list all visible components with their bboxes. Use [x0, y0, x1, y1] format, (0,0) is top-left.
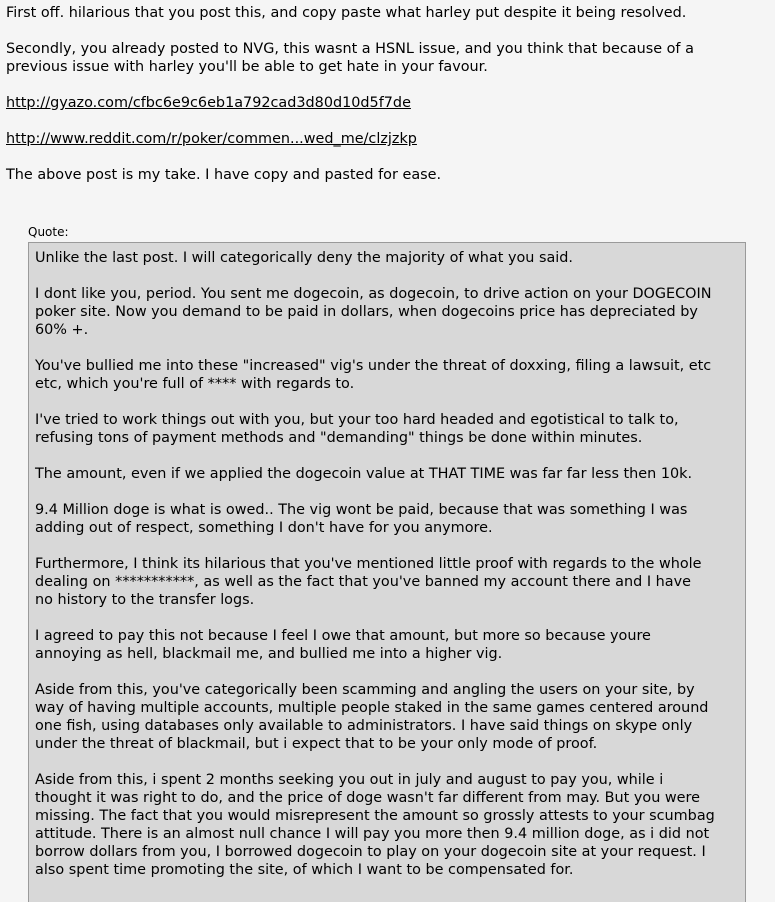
reddit-link[interactable]: http://www.reddit.com/r/poker/commen...wed_me/clzjzkp: [6, 131, 417, 147]
quote-paragraph: I agreed to pay this not because I feel I owe that amount, but more so because youre annoying as hell, blackmail me, and bullied me into a higher vig.: [35, 628, 651, 662]
quote-paragraph: Furthermore, I think its hilarious that you've mentioned little proof with regards to the whole dealing on ***********, as well as the fact that you've banned my account there and I have no history to the transfer logs.: [35, 556, 702, 608]
post-paragraph-1: First off. hilarious that you post this, and copy paste what harley put despite it being resolved.: [6, 5, 687, 21]
quote-label: Quote:: [28, 225, 69, 239]
quote-paragraph: Unlike the last post. I will categorically deny the majority of what you said.: [35, 250, 573, 266]
quote-paragraph: Aside from this, you've categorically been scamming and angling the users on your site, by way of having multiple accounts, multiple people staked in the same games centered around one fish, using databases only available to administrators. I have said things on skype only under the threat of blackmail, but i expect that to be your only mode of proof.: [35, 682, 709, 752]
quote-paragraph: You've bullied me into these "increased" vig's under the threat of doxxing, filing a lawsuit, etc etc, which you're full of **** with regards to.: [35, 358, 712, 392]
quote-paragraph: Aside from this, i spent 2 months seeking you out in july and august to pay you, while i thought it was right to do, and the price of doge wasn't far different from may. But you were missing. The fact that you would misrepresent the amount so grossly attests to your scumbag attitude. There is an almost null chance I will pay you more then 9.4 million doge, as i did not borrow dollars from you, I borrowed dogecoin to play on your dogecoin site at your request. I also spent time promoting the site, of which I want to be compensated for.: [35, 772, 715, 878]
quote-paragraph: I've tried to work things out with you, but your too hard headed and egotistical to talk to, refusing tons of payment methods and "demanding" things be done within minutes.: [35, 412, 679, 446]
post-paragraph-3: The above post is my take. I have copy and pasted for ease.: [6, 167, 442, 183]
quote-paragraph: The amount, even if we applied the dogecoin value at THAT TIME was far far less then 10k.: [35, 466, 693, 482]
quote-paragraph: I dont like you, period. You sent me dogecoin, as dogecoin, to drive action on your DOGECOIN poker site. Now you demand to be paid in dollars, when dogecoins price has depreciated by 60% +.: [35, 286, 712, 338]
post-paragraph-2: Secondly, you already posted to NVG, this wasnt a HSNL issue, and you think that because of a previous issue with harley you'll be able to get hate in your favour.: [6, 41, 694, 75]
quote-box: [28, 242, 746, 902]
quote-paragraph: 9.4 Million doge is what is owed.. The vig wont be paid, because that was something I was adding out of respect, something I don't have for you anymore.: [35, 502, 688, 536]
gyazo-link[interactable]: http://gyazo.com/cfbc6e9c6eb1a792cad3d80d10d5f7de: [6, 95, 411, 111]
forum-post-body: [6, 4, 766, 184]
quote-block: [28, 224, 746, 902]
